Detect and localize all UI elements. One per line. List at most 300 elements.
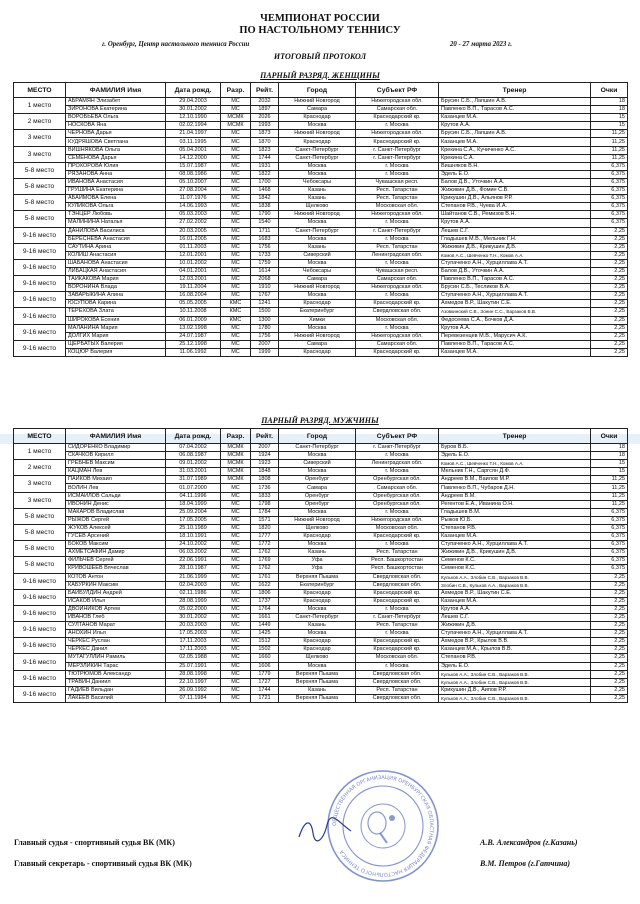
table-cell: 15 <box>591 122 628 130</box>
table-cell: Балов Д.В., Уточкин А.А. <box>439 267 591 275</box>
table-cell: 31.07.1989 <box>166 476 221 484</box>
table-cell: Ступаченко А.Н., Хурциллава А.Т. <box>439 541 591 549</box>
table-cell: МС <box>221 541 251 549</box>
secretary-name: В.М. Петров (г.Гатчина) <box>480 859 571 868</box>
table-cell: ЧЕРКЕС Руслан <box>66 638 166 646</box>
protocol-heading: ИТОГОВЫЙ ПРОТОКОЛ <box>273 52 367 61</box>
table-cell: Оренбург <box>279 492 356 500</box>
table-row <box>14 300 628 308</box>
table-cell: Екатеринбург <box>279 308 356 316</box>
table-cell: Краснодарский кр. <box>356 138 439 146</box>
table-cell: 1823 <box>251 146 279 154</box>
table-cell: Жижикин Д.В., Фомин С.В. <box>439 187 591 195</box>
table-cell: Краснодар <box>279 638 356 646</box>
table-cell: 1425 <box>251 630 279 638</box>
table-cell: 2,25 <box>591 573 628 581</box>
table-cell: 1660 <box>251 654 279 662</box>
table-cell: 1910 <box>251 284 279 292</box>
table-row <box>14 284 628 292</box>
place-cell: 9-16 место <box>14 589 66 605</box>
table-cell: 11,25 <box>591 492 628 500</box>
table-cell: МС <box>221 187 251 195</box>
table-cell: ТЕРЕХОВА Злата <box>66 308 166 316</box>
table-cell: 2,25 <box>591 348 628 356</box>
place-cell: 9-16 место <box>14 243 66 259</box>
table-cell: 2,25 <box>591 694 628 702</box>
table-row <box>14 267 628 275</box>
table-cell: Санкт-Петербург <box>279 146 356 154</box>
table-cell: 1806 <box>251 589 279 597</box>
table-cell: СИДОРЕНКО Владимир <box>66 444 166 452</box>
place-cell: 9-16 место <box>14 670 66 686</box>
table-cell: 1737 <box>251 597 279 605</box>
table-row <box>14 211 628 219</box>
table-cell: 1924 <box>251 452 279 460</box>
table-cell: Крекина С.А. <box>439 154 591 162</box>
table-cell: Брусин С.Б., Лапшин А.В. <box>439 98 591 106</box>
table-cell: Брусин С.Б., Лапшин А.В. <box>439 130 591 138</box>
table-cell: Брусин С.Б., Тесликов В.А. <box>439 284 591 292</box>
table-cell: 25.12.1998 <box>166 340 221 348</box>
table-row <box>14 533 628 541</box>
table-cell: МСМК <box>221 460 251 468</box>
table-cell: МС <box>221 678 251 686</box>
table-cell: 1571 <box>251 516 279 524</box>
table-row <box>14 573 628 581</box>
table-cell: 02.04.2003 <box>166 581 221 589</box>
table-cell: Жижикин Д.В., Крикушин Д.В. <box>439 549 591 557</box>
table-cell: 6,375 <box>591 549 628 557</box>
table-cell: Респ. Татарстан <box>356 195 439 203</box>
table-cell: КАБУРКИН Максим <box>66 581 166 589</box>
table-row <box>14 292 628 300</box>
table-cell: 11,25 <box>591 500 628 508</box>
table-cell: Ахмедов В.Р., Крылов В.В. <box>439 638 591 646</box>
table-cell: 02.02.1994 <box>166 122 221 130</box>
table-cell: МС <box>221 284 251 292</box>
place-cell: 5-8 место <box>14 524 66 540</box>
table-cell: МС <box>221 533 251 541</box>
table-cell: Крутов А.А. <box>439 324 591 332</box>
table-cell: 1683 <box>251 235 279 243</box>
table-cell: 27.02.2002 <box>166 219 221 227</box>
table-cell: 02.05.1988 <box>166 654 221 662</box>
table-row <box>14 678 628 686</box>
table-cell: 1622 <box>251 581 279 589</box>
table-cell: г. Санкт-Петербург <box>356 154 439 162</box>
table-row <box>14 646 628 654</box>
table-cell: ЮСУПОВА Карина <box>66 300 166 308</box>
table-cell: 6,375 <box>591 162 628 170</box>
table-cell: Нижний Новгород <box>279 130 356 138</box>
table-cell: ГАДИЕВ Вильдан <box>66 686 166 694</box>
table-cell: Уфа <box>279 565 356 573</box>
table-cell: Чебоксары <box>279 178 356 186</box>
table-cell: Крекина С.А., Кучиченко А.С. <box>439 146 591 154</box>
table-cell: 01.11.2003 <box>166 243 221 251</box>
table-cell: КОЦЮР Валерия <box>66 348 166 356</box>
table-cell: 1838 <box>251 203 279 211</box>
table-cell: МС <box>221 203 251 211</box>
table-cell: ТЮТРЮМОВ Александр <box>66 670 166 678</box>
table-row <box>14 452 628 460</box>
table-cell: Казанцев М.А. <box>439 533 591 541</box>
table-cell: 29.04.2003 <box>166 98 221 106</box>
table-cell: МС <box>221 597 251 605</box>
table-cell: ИВАНОВ Глеб <box>66 613 166 621</box>
table-cell: 10.11.2008 <box>166 308 221 316</box>
table-cell: 17.05.2005 <box>166 516 221 524</box>
table-cell: МС <box>221 549 251 557</box>
table-cell: 02.11.1986 <box>166 589 221 597</box>
table-cell: г. Москва <box>356 452 439 460</box>
table-cell: МС <box>221 589 251 597</box>
table-cell: Павленко В.П., Тарасов А.С. <box>439 276 591 284</box>
table-cell: 1727 <box>251 678 279 686</box>
table-cell: Буров В.Б. <box>439 444 591 452</box>
table-cell: МС <box>221 622 251 630</box>
table-cell: МАКАРОВ Владислав <box>66 508 166 516</box>
table-cell: Крутов А.А. <box>439 122 591 130</box>
table-row <box>14 541 628 549</box>
place-cell: 2 место <box>14 114 66 130</box>
table-cell: 1822 <box>251 170 279 178</box>
table-cell: МС <box>221 340 251 348</box>
table-cell: 1873 <box>251 130 279 138</box>
table-cell: 1733 <box>251 251 279 259</box>
column-header: ФАМИЛИЯ Имя <box>66 83 166 98</box>
table-cell: 20.03.2005 <box>166 227 221 235</box>
place-cell: 9-16 место <box>14 622 66 638</box>
table-cell: ЗИРОНОВА Екатерина <box>66 106 166 114</box>
table-cell: Казанцев М.А. <box>439 114 591 122</box>
table-cell: ГРЕБНЕВ Максим <box>66 460 166 468</box>
table-row <box>14 508 628 516</box>
table-cell: АХМЕТСАФИН Дамир <box>66 549 166 557</box>
table-cell: МС <box>221 251 251 259</box>
table-cell: Казань <box>279 243 356 251</box>
place-cell: 9-16 место <box>14 308 66 324</box>
table-cell: ВОЛИН Лев <box>66 484 166 492</box>
table-cell: 10.01.2002 <box>166 259 221 267</box>
place-cell: 9-16 место <box>14 227 66 243</box>
table-cell: МС <box>221 516 251 524</box>
place-cell: 5-8 место <box>14 195 66 211</box>
table-row <box>14 589 628 597</box>
table-cell: 1993 <box>251 122 279 130</box>
table-cell: 2,25 <box>591 316 628 324</box>
table-row <box>14 630 628 638</box>
table-cell: 1772 <box>251 541 279 549</box>
table-cell: 1790 <box>251 211 279 219</box>
table-cell: г. Санкт-Петербург <box>356 613 439 621</box>
place-cell: 9-16 место <box>14 638 66 654</box>
place-cell: 9-16 место <box>14 605 66 621</box>
table-cell: Перевезенцев М.В., Марусич А.К. <box>439 332 591 340</box>
table-cell: ИВАНОВА Анастасия <box>66 178 166 186</box>
table-cell: Верхняя Пышма <box>279 573 356 581</box>
table-cell: 6,375 <box>591 178 628 186</box>
table-cell: 28.08.1998 <box>166 670 221 678</box>
table-cell: 30.01.2002 <box>166 613 221 621</box>
place-cell: 9-16 место <box>14 340 66 356</box>
table-cell: 28.10.1987 <box>166 565 221 573</box>
table-cell: РЫЖОВ Сергей <box>66 516 166 524</box>
table-cell: 2,25 <box>591 622 628 630</box>
table-cell: 1764 <box>251 605 279 613</box>
table-cell: 31.03.2001 <box>166 468 221 476</box>
table-cell: 2,25 <box>591 267 628 275</box>
table-cell: КМС <box>221 300 251 308</box>
table-cell: МС <box>221 162 251 170</box>
table-cell: Самара <box>279 340 356 348</box>
table-cell: Сиверский <box>279 460 356 468</box>
table-cell: Санкт-Петербург <box>279 227 356 235</box>
table-cell: Эдель Е.О. <box>439 662 591 670</box>
table-cell: 6,375 <box>591 508 628 516</box>
table-cell: Московская обл. <box>356 203 439 211</box>
table-cell: Кульков А.А., Злобин С.В., Варзаков В.В. <box>439 678 591 686</box>
table-cell: 2,25 <box>591 662 628 670</box>
table-cell: 2007 <box>251 340 279 348</box>
table-row <box>14 146 628 154</box>
table-cell: Респ. Татарстан <box>356 549 439 557</box>
table-cell: Щелково <box>279 524 356 532</box>
table-cell: 25.09.2004 <box>166 508 221 516</box>
table-cell: 17.05.2003 <box>166 630 221 638</box>
table-cell: Павленко В.П., Тарасов А.С. <box>439 340 591 348</box>
table-cell: 1500 <box>251 308 279 316</box>
table-cell: г. Москва <box>356 662 439 670</box>
table-cell: МС <box>221 146 251 154</box>
table-cell: 12.03.2001 <box>166 276 221 284</box>
table-cell: 2032 <box>251 98 279 106</box>
table-cell: 09.01.2002 <box>166 460 221 468</box>
table-cell: Мельник Г.Н., Саргсян Д.Ф. <box>439 468 591 476</box>
table-cell: 6,375 <box>591 211 628 219</box>
table-row <box>14 106 628 114</box>
chief-judge-name: А.В. Александров (г.Казань) <box>480 838 578 847</box>
table-cell: МС <box>221 638 251 646</box>
table-cell: 1784 <box>251 508 279 516</box>
table-cell: Краснодарский кр. <box>356 533 439 541</box>
table-cell: Кульков А.А., Злобин С.В., Варзаков В.В. <box>439 670 591 678</box>
table-cell: МСМК <box>221 114 251 122</box>
table-cell: ГУСЕВ Арсений <box>66 533 166 541</box>
table-cell: Санкт-Петербург <box>279 613 356 621</box>
table-cell: 1700 <box>251 178 279 186</box>
column-header: Очки <box>591 429 628 444</box>
table-cell: 2,25 <box>591 630 628 638</box>
table-cell: г. Москва <box>356 122 439 130</box>
column-header: Субъект РФ <box>356 83 439 98</box>
table-cell: МС <box>221 605 251 613</box>
table-cell: МС <box>221 484 251 492</box>
table-cell: Ахмедов В.Р., Шакутин С.Е. <box>439 300 591 308</box>
table-cell: Кульков А.А., Злобин С.В., Варзаков В.В. <box>439 694 591 702</box>
table-cell: 6,375 <box>591 170 628 178</box>
table-cell: Респ. Татарстан <box>356 243 439 251</box>
table-row <box>14 154 628 162</box>
table-cell: БЕРЕСНЕВА Анастасия <box>66 235 166 243</box>
table-cell: Казань <box>279 686 356 694</box>
table-cell: Крутов А.А. <box>439 605 591 613</box>
table-cell: Московская обл. <box>356 654 439 662</box>
table-cell: 1779 <box>251 670 279 678</box>
svg-text:ОБЩЕСТВЕННАЯ ОРГАНИЗАЦИЯ ОРЕНБ: ОБЩЕСТВЕННАЯ ОРГАНИЗАЦИЯ ОРЕНБУРГСКАЯ ОБЛАСТНАЯ ФЕДЕРАЦИЯ НАСТОЛЬНОГО ТЕННИСА <box>331 774 435 878</box>
women-results-table <box>13 82 628 357</box>
table-cell: Эдель Е.О. <box>439 170 591 178</box>
table-cell: Респ. Башкортостан <box>356 565 439 573</box>
table-cell: 2,25 <box>591 243 628 251</box>
table-cell: Андреев В.М. <box>439 492 591 500</box>
table-cell: Азовкинский С.В., Зонин С.С., Варзаков В.В. <box>439 308 591 316</box>
table-cell: Чувашская респ. <box>356 267 439 275</box>
table-cell: ЧЕРКЕС Данил <box>66 646 166 654</box>
column-header: Очки <box>591 83 628 98</box>
table-cell: СКАЧКОВ Кирилл <box>66 452 166 460</box>
table-cell: 24.07.1987 <box>166 332 221 340</box>
table-cell: Нижний Новгород <box>279 284 356 292</box>
column-header: Тренер <box>439 83 591 98</box>
table-row <box>14 276 628 284</box>
table-cell: 05.05.2005 <box>166 300 221 308</box>
table-cell: Павленко В.П., Чубаров Д.Н. <box>439 484 591 492</box>
table-cell: Степанов Р.В. <box>439 654 591 662</box>
table-cell: Краснодар <box>279 597 356 605</box>
table-cell: Самара <box>279 276 356 284</box>
table-row <box>14 316 628 324</box>
table-cell: Павленко В.П., Тарасов А.С. <box>439 106 591 114</box>
table-cell: Москва <box>279 324 356 332</box>
table-cell: 2,25 <box>591 613 628 621</box>
table-cell: КМС <box>221 308 251 316</box>
table-cell: МС <box>221 211 251 219</box>
table-row <box>14 516 628 524</box>
table-row <box>14 654 628 662</box>
table-cell: Самарская обл. <box>356 106 439 114</box>
table-cell: ПРОХОРОВА Юлия <box>66 162 166 170</box>
table-cell: 1842 <box>251 195 279 203</box>
table-cell: 2,25 <box>591 678 628 686</box>
table-cell: Эдель Е.О. <box>439 452 591 460</box>
place-cell: 5-8 место <box>14 508 66 524</box>
table-cell: МС <box>221 98 251 106</box>
table-cell: 11,25 <box>591 146 628 154</box>
table-cell: Москва <box>279 235 356 243</box>
table-cell: г. Санкт-Петербург <box>356 444 439 452</box>
table-cell: МС <box>221 170 251 178</box>
table-cell: 1808 <box>251 476 279 484</box>
table-cell: 1999 <box>251 348 279 356</box>
table-cell: ДАНИЛОВА Василиса <box>66 227 166 235</box>
table-cell: МС <box>221 130 251 138</box>
table-cell: 18 <box>591 106 628 114</box>
table-cell: 07.11.1984 <box>166 694 221 702</box>
table-cell: 1468 <box>251 187 279 195</box>
table-cell: МС <box>221 195 251 203</box>
table-cell: Крикушин Д.В., Альянов Р.Р. <box>439 195 591 203</box>
table-cell: Жижикин Д.В., Крикушин Д.В. <box>439 243 591 251</box>
table-cell: Щелково <box>279 203 356 211</box>
table-cell: 2,25 <box>591 259 628 267</box>
table-cell: Злобин С.В., Кульков А.А., Варзаков В.В. <box>439 581 591 589</box>
table-cell: 2,25 <box>591 332 628 340</box>
table-row <box>14 227 628 235</box>
table-cell: МС <box>221 662 251 670</box>
table-row <box>14 694 628 702</box>
table-cell: Казань <box>279 187 356 195</box>
column-header: Город <box>279 429 356 444</box>
table-cell: МС <box>221 654 251 662</box>
table-cell: Москва <box>279 605 356 613</box>
table-cell: Краснодарский кр. <box>356 646 439 654</box>
table-cell: МС <box>221 500 251 508</box>
table-cell: МУТАГУЛЛИН Рамиль <box>66 654 166 662</box>
table-row <box>14 324 628 332</box>
table-cell: САУТИНА Арина <box>66 243 166 251</box>
table-cell: Казань <box>279 549 356 557</box>
table-cell: РЯЗАНОВА Анна <box>66 170 166 178</box>
table-cell: МС <box>221 348 251 356</box>
table-cell: Нижегородская обл. <box>356 516 439 524</box>
table-row <box>14 170 628 178</box>
table-cell: 19.11.2004 <box>166 284 221 292</box>
table-cell: МС <box>221 227 251 235</box>
table-cell: г. Москва <box>356 630 439 638</box>
table-cell: БОКОВ Максим <box>66 541 166 549</box>
table-row <box>14 565 628 573</box>
table-row <box>14 492 628 500</box>
place-cell: 9-16 место <box>14 324 66 340</box>
table-cell: 05.02.2000 <box>166 605 221 613</box>
table-cell: МС <box>221 524 251 532</box>
place-cell: 3 место <box>14 492 66 508</box>
table-cell: 22.10.1997 <box>166 678 221 686</box>
table-cell: Санкт-Петербург <box>279 444 356 452</box>
table-row <box>14 597 628 605</box>
table-cell: 08.08.1986 <box>166 170 221 178</box>
table-cell: Сиверский <box>279 251 356 259</box>
table-cell: Москва <box>279 219 356 227</box>
table-row <box>14 219 628 227</box>
table-cell: Уфа <box>279 557 356 565</box>
table-cell: МАЛИНИНА Наталья <box>66 219 166 227</box>
table-cell: ФИЛЬЧЕВ Сергей <box>66 557 166 565</box>
table-cell: 1661 <box>251 613 279 621</box>
table-row <box>14 203 628 211</box>
table-cell: 11.07.1976 <box>166 195 221 203</box>
table-cell: 12.10.1990 <box>166 114 221 122</box>
table-cell: 2,25 <box>591 340 628 348</box>
table-cell: Оренбургская обл. <box>356 492 439 500</box>
table-cell: МС <box>221 492 251 500</box>
table-cell: Москва <box>279 630 356 638</box>
table-cell: Ленинградская обл. <box>356 251 439 259</box>
table-cell: Степанов Р.В., Чуева И.А. <box>439 203 591 211</box>
table-cell: Гладышев М.В., Мельник Г.Н. <box>439 235 591 243</box>
table-cell: Москва <box>279 452 356 460</box>
women-section-title: ПАРНЫЙ РАЗРЯД. ЖЕНЩИНЫ <box>260 71 380 80</box>
table-cell: 06.01.2009 <box>166 316 221 324</box>
table-cell: 6,375 <box>591 533 628 541</box>
table-cell: 14.12.2000 <box>166 154 221 162</box>
document-subtitle: ПО НАСТОЛЬНОМУ ТЕННИСУ <box>239 25 401 36</box>
table-cell: Гладышев В.М. <box>439 508 591 516</box>
table-cell: г. Санкт-Петербург <box>356 146 439 154</box>
table-cell: 16.01.2005 <box>166 235 221 243</box>
place-cell: 2 место <box>14 460 66 476</box>
